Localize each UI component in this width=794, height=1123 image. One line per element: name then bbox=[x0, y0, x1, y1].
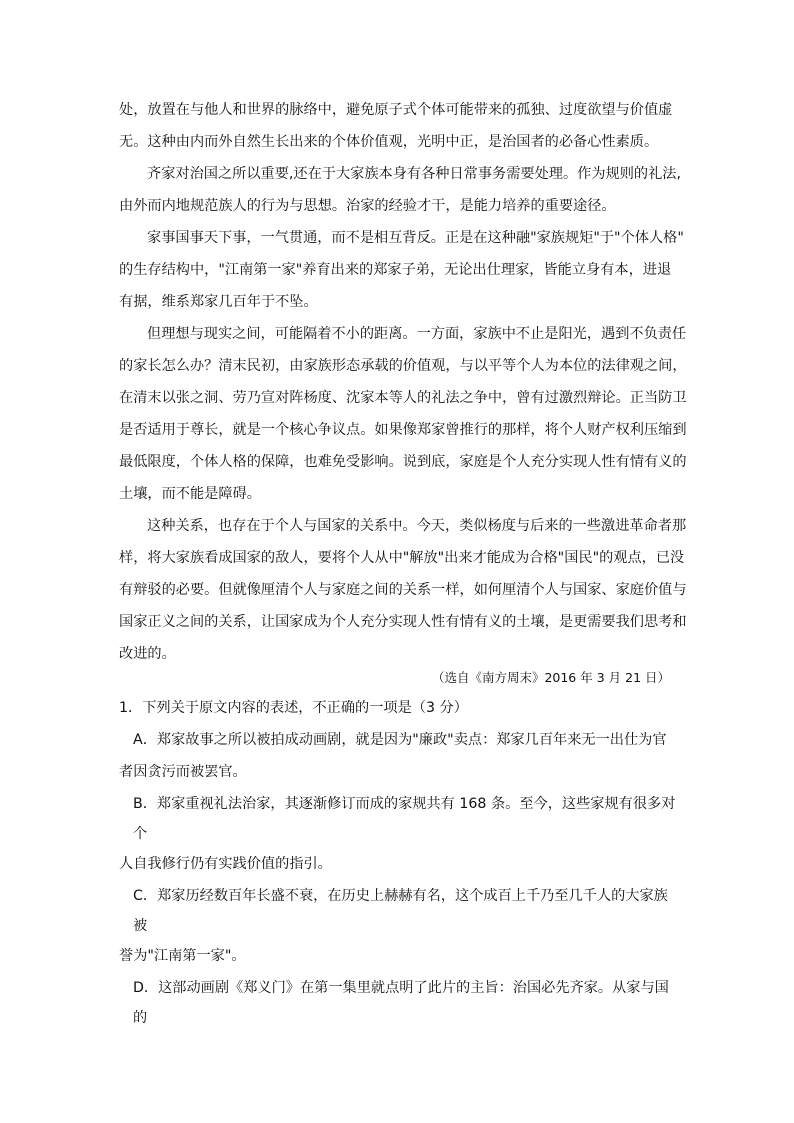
paragraph-line: 这种关系，也存在于个人与国家的关系中。今天，类似杨度与后来的一些激进革命者那 bbox=[147, 518, 687, 534]
paragraph-line: 家事国事天下事，一气贯通，而不是相互背反。正是在这种融"家族规矩"于"个体人格" bbox=[147, 230, 684, 246]
option-d: D．这部动画剧《郑义门》在第一集里就点明了此片的主旨：治国必先齐家。从家与国 bbox=[133, 980, 669, 996]
option-a-cont: 者因贪污而被罢官。 bbox=[119, 764, 247, 780]
paragraph-line: 由外而内地规范族人的行为与思想。治家的经验才干，是能力培养的重要途径。 bbox=[119, 198, 616, 214]
paragraph-line: 齐家对治国之所以重要,还在于大家族本身有各种日常事务需要处理。作为规则的礼法, bbox=[147, 166, 681, 182]
paragraph-line: 无。这种由内而外自然生长出来的个体价值观，光明中正，是治国者的必备心性素质。 bbox=[119, 134, 659, 150]
paragraph-line: 有据，维系郑家几百年于不坠。 bbox=[119, 294, 318, 310]
option-b-wrap: 个 bbox=[133, 826, 148, 842]
question-stem: 1．下列关于原文内容的表述，不正确的一项是（3 分） bbox=[119, 700, 468, 716]
paragraph-line: 国家正义之间的关系，让国家成为个人充分实现人性有情有义的土壤，是更需要我们思考和 bbox=[119, 614, 687, 630]
paragraph-line: 最低限度，个体人格的保障，也难免受影响。说到底，家庭是个人充分实现人性有情有义的 bbox=[119, 454, 687, 470]
option-c-wrap: 被 bbox=[133, 918, 148, 934]
paragraph-line: 的生存结构中，"江南第一家"养育出来的郑家子弟，无论出仕理家，皆能立身有本，进退 bbox=[119, 262, 672, 278]
paragraph-line: 改进的。 bbox=[119, 646, 176, 662]
option-d-wrap: 的 bbox=[133, 1010, 148, 1026]
option-c: C．郑家历经数百年长盛不衰，在历史上赫赫有名，这个成百上千乃至几千人的大家族 bbox=[133, 888, 668, 904]
option-c-cont: 誉为"江南第一家"。 bbox=[119, 948, 246, 964]
option-a: A．郑家故事之所以被拍成动画剧，就是因为"廉政"卖点：郑家几百年来无一出仕为官 bbox=[133, 732, 667, 748]
option-b: B．郑家重视礼法治家，其逐渐修订而成的家规共有 168 条。至今，这些家规有很多对 bbox=[133, 796, 676, 812]
paragraph-line: 样，将大家族看成国家的敌人，要将个人从中"解放"出来才能成为合格"国民"的观点，已没 bbox=[119, 550, 685, 566]
paragraph-line: 处，放置在与他人和世界的脉络中，避免原子式个体可能带来的孤独、过度欲望与价值虚 bbox=[119, 102, 673, 118]
paragraph-line: 有辩驳的必要。但就像厘清个人与家庭之间的关系一样，如何厘清个人与国家、家庭价值与 bbox=[119, 582, 687, 598]
paragraph-line: 在清末以张之洞、劳乃宣对阵杨度、沈家本等人的礼法之争中，曾有过激烈辩论。正当防卫 bbox=[119, 390, 687, 406]
paragraph-line: 的家长怎么办？清末民初，由家族形态承载的价值观，与以平等个人为本位的法律观之间， bbox=[119, 358, 687, 374]
paragraph-line: 是否适用于尊长，就是一个核心争议点。如果像郑家曾推行的那样，将个人财产权利压缩到 bbox=[119, 422, 687, 438]
paragraph-line: 但理想与现实之间，可能隔着不小的距离。一方面，家族中不止是阳光，遇到不负责任 bbox=[147, 326, 687, 342]
source-citation: （选自《南方周末》2016 年 3 月 21 日） bbox=[431, 670, 670, 685]
paragraph-line: 土壤，而不能是障碍。 bbox=[119, 486, 261, 502]
option-b-cont: 人自我修行仍有实践价值的指引。 bbox=[119, 856, 332, 872]
